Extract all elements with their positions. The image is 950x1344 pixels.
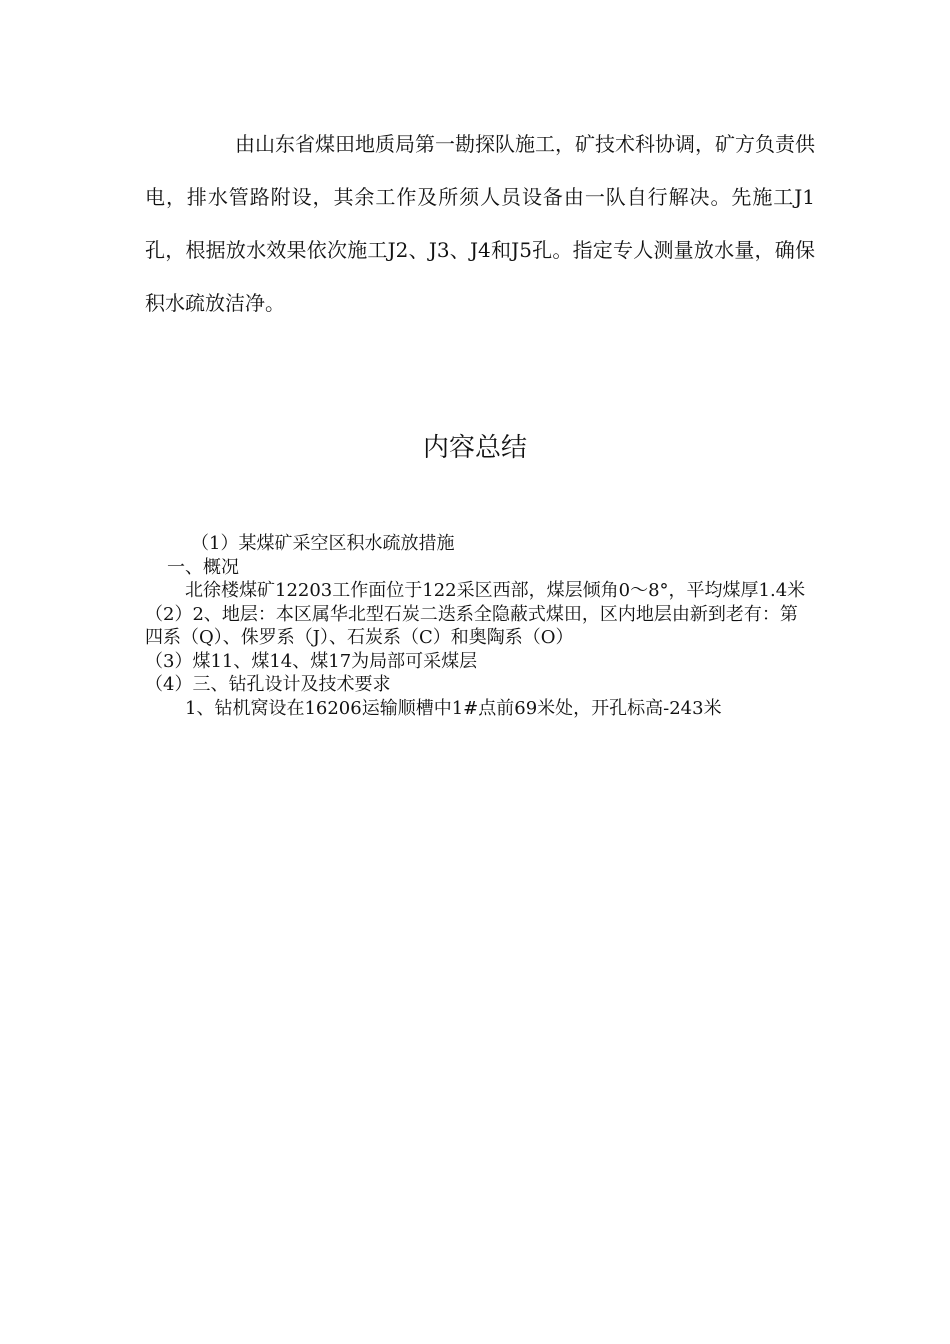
intro-paragraph: 由山东省煤田地质局第一勘探队施工，矿技术科协调，矿方负责供电，排水管路附设，其余工作及所须人员设备由一队自行解决。先施工J1孔，根据放水效果依次施工J2、J3、J4和J5孔。指定专人测量放水量，确保积水疏放洁净。 [145, 132, 815, 315]
summary-line-2: 一、概况 [167, 556, 239, 578]
summary-line-4: （2）2、地层：本区属华北型石炭二迭系全隐蔽式煤田，区内地层由新到老有：第四系（Q）、侏罗系（J）、石炭系（C）和奥陶系（O） [145, 603, 798, 648]
intro-section [145, 118, 815, 330]
summary-line-3: 北徐楼煤矿12203工作面位于122采区西部，煤层倾角0～8°，平均煤厚1.4米 [185, 580, 806, 601]
summary-line-7: 1、钻机窝设在16206运输顺槽中1#点前69米处，开孔标高-243米 [185, 697, 722, 719]
summary-line-6: （4）三、钻孔设计及技术要求 [145, 674, 391, 695]
summary-section [145, 532, 810, 720]
summary-line-1: （1）某煤矿采空区积水疏放措施 [191, 533, 455, 554]
summary-line-5: （3）煤11、煤14、煤17为局部可采煤层 [145, 650, 478, 672]
summary-title: 内容总结 [422, 433, 527, 463]
